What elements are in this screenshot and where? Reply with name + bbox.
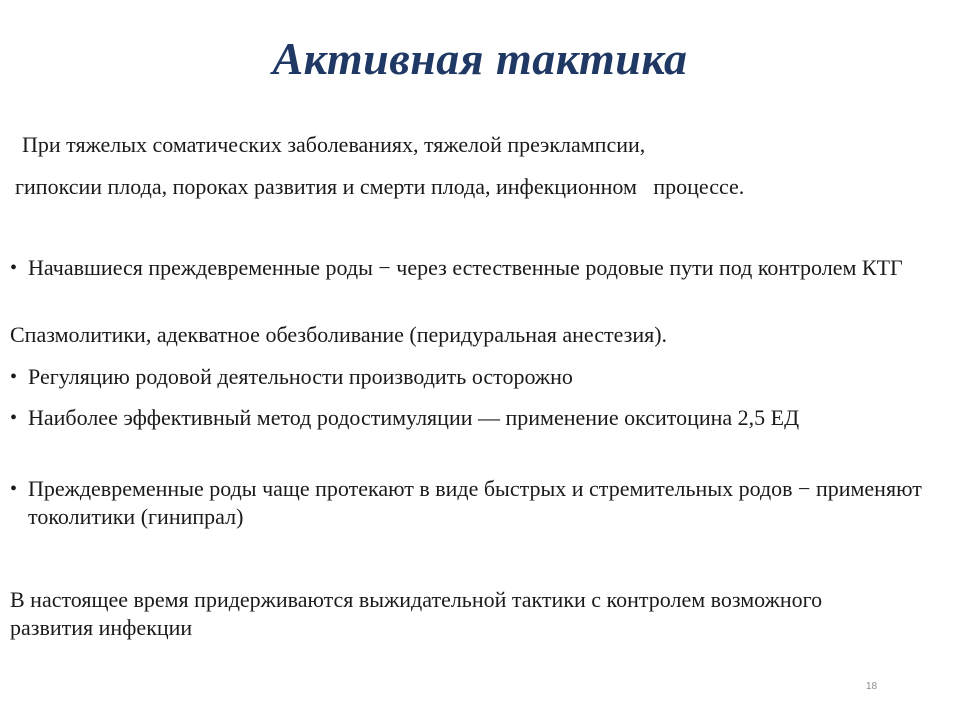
intro-line-2: гипоксии плода, пороках развития и смерти плода, инфекционном процессе. [15, 174, 745, 199]
slide-title: Активная тактика [272, 33, 688, 84]
bullet-text: Начавшиеся преждевременные роды − через естественные родовые пути под контролем КТГ [28, 255, 903, 280]
bullet-text: Преждевременные роды чаще протекают в виде быстрых и стремительных родов − применяют токолитики (гинипрал) [28, 476, 922, 529]
page-number: 18 [866, 681, 878, 692]
bullet-item [10, 363, 930, 391]
intro-line-1: При тяжелых соматических заболеваниях, тяжелой преэклампсии, [22, 132, 646, 157]
bullet-icon: • [10, 478, 18, 500]
note-text: Спазмолитики, адекватное обезболивание (перидуральная анестезия). [10, 322, 668, 347]
bullet-item [10, 404, 930, 432]
bullet-text: Регуляцию родовой деятельности производить осторожно [28, 364, 573, 389]
conclusion-text: В настоящее время придерживаются выжидательной тактики с контролем возможного развития инфекции [10, 587, 823, 640]
bullet-item [10, 475, 930, 531]
bullet-item [10, 254, 930, 282]
bullet-icon: • [10, 366, 18, 388]
bullet-icon: • [10, 407, 18, 429]
bullet-text: Наиболее эффективный метод родостимуляции — применение окситоцина 2,5 ЕД [28, 405, 800, 430]
bullet-icon: • [10, 257, 18, 279]
